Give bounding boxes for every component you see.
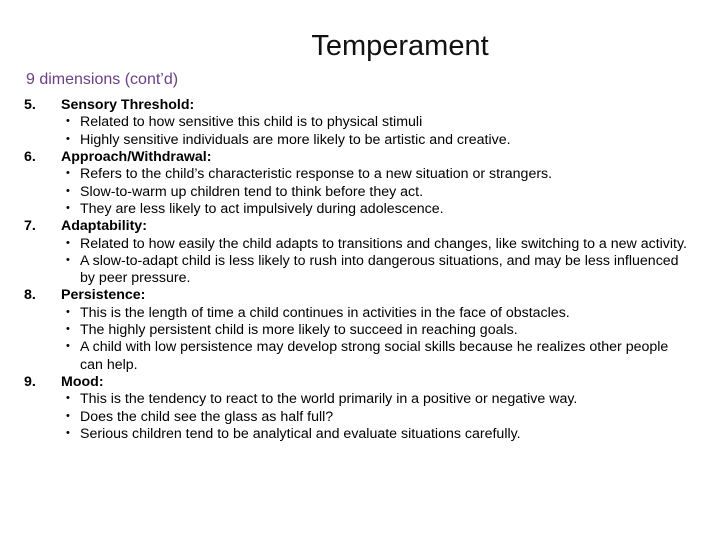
- dimension-6: [24, 149, 694, 218]
- list-item: • They are less likely to act impulsively during adolescence.: [66, 200, 444, 217]
- dimension-number: 8.: [24, 287, 36, 304]
- bullet-icon: •: [66, 340, 70, 353]
- bullet-icon: •: [66, 409, 70, 422]
- dimension-9: [24, 374, 694, 443]
- bullet-icon: •: [66, 253, 70, 266]
- dimension-number: 6.: [24, 148, 36, 165]
- list-item: • Slow-to-warm up children tend to think before they act.: [66, 183, 424, 200]
- list-item: • Does the child see the glass as half full?: [66, 408, 334, 425]
- list-item: • A slow-to-adapt child is less likely to rush into dangerous situations, and may be less influenced by peer pressure.: [66, 252, 679, 287]
- bullet-icon: •: [66, 236, 70, 249]
- bullet-icon: •: [66, 201, 70, 214]
- list-item: • Refers to the child’s characteristic response to a new situation or strangers.: [66, 166, 553, 183]
- slide-subtitle: 9 dimensions (cont’d): [26, 71, 179, 88]
- dimension-heading: Persistence:: [61, 287, 146, 304]
- bullet-icon: •: [66, 167, 70, 180]
- list-item: • Highly sensitive individuals are more likely to be artistic and creative.: [66, 131, 511, 148]
- dimension-7: [24, 218, 694, 287]
- list-item: • This is the length of time a child continues in activities in the face of obstacles.: [66, 304, 570, 321]
- dimension-number: 7.: [24, 218, 36, 235]
- list-item: • The highly persistent child is more likely to succeed in reaching goals.: [66, 322, 518, 339]
- dimension-heading: Sensory Threshold:: [61, 97, 195, 113]
- bullet-icon: •: [66, 305, 70, 318]
- dimension-heading: Approach/Withdrawal:: [61, 148, 212, 165]
- dimension-number: 9.: [24, 374, 36, 390]
- list-item: • A child with low persistence may develop strong social skills because he realizes other people can help.: [66, 339, 669, 373]
- dimension-heading: Mood:: [61, 374, 104, 390]
- list-item: • Related to how easily the child adapts to transitions and changes, like switching to a new activity.: [66, 235, 687, 252]
- dimension-heading: Adaptability:: [61, 218, 147, 235]
- dimension-number: 5.: [24, 97, 36, 113]
- list-item: • Serious children tend to be analytical and evaluate situations carefully.: [66, 425, 521, 442]
- list-item: • This is the tendency to react to the world primarily in a positive or negative way.: [66, 391, 578, 408]
- dimension-list: [24, 97, 694, 443]
- bullet-icon: •: [66, 132, 70, 145]
- dimension-8: [24, 287, 694, 374]
- slide-title: Temperament: [311, 30, 489, 62]
- bullet-icon: •: [66, 115, 70, 128]
- bullet-icon: •: [66, 184, 70, 197]
- bullet-icon: •: [66, 392, 70, 405]
- bullet-icon: •: [66, 426, 70, 439]
- dimension-5: [24, 97, 694, 149]
- list-item: • Related to how sensitive this child is to physical stimuli: [66, 114, 423, 131]
- bullet-icon: •: [66, 323, 70, 336]
